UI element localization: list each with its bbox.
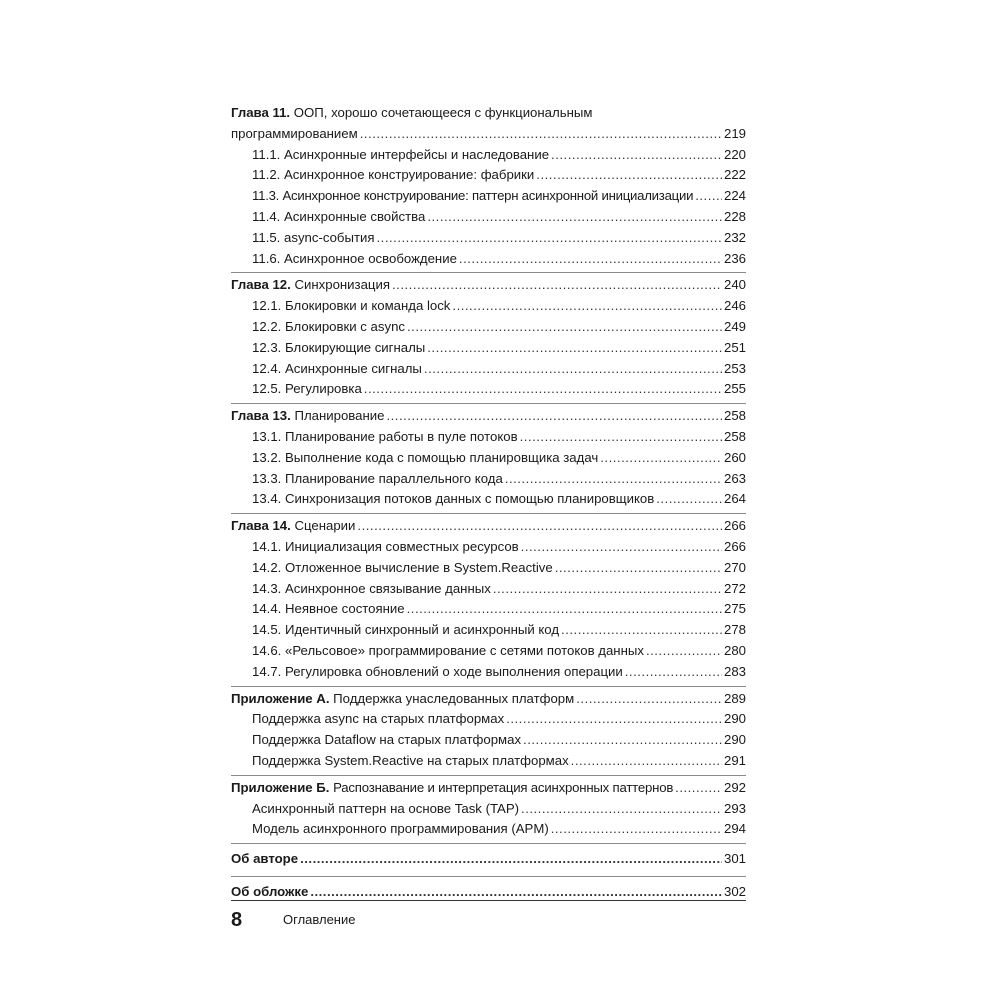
- section-title: 12.2. Блокировки с async: [252, 318, 405, 334]
- toc-entry: [231, 207, 746, 228]
- chapter-13: [231, 404, 746, 514]
- leader-dots: [576, 689, 722, 710]
- toc-entry: [231, 338, 746, 359]
- page-number: 253: [723, 360, 746, 376]
- toc-entry: [231, 427, 746, 448]
- section-title: 14.5. Идентичный синхронный и асинхронный код: [252, 622, 560, 638]
- leader-dots: [675, 778, 722, 799]
- leader-dots: [571, 751, 722, 772]
- leader-dots: [357, 516, 722, 537]
- toc-entry: [231, 819, 746, 840]
- page-number: 294: [723, 821, 746, 837]
- section-title: 13.4. Синхронизация потоков данных с помощью планировщиков: [252, 491, 655, 507]
- leader-dots: [656, 489, 722, 510]
- chapter-label: Глава 14.: [231, 518, 291, 534]
- page-number: 232: [723, 229, 746, 245]
- page-number: 272: [723, 580, 746, 596]
- leader-dots: [646, 641, 722, 662]
- entry-title: Об авторе: [231, 851, 299, 867]
- page-number: 220: [723, 146, 746, 162]
- page-number: 224: [723, 188, 746, 204]
- leader-dots: [407, 599, 722, 620]
- leader-dots: [536, 165, 722, 186]
- section-title: Модель асинхронного программирования (APM): [252, 821, 549, 837]
- page-number: 283: [723, 663, 746, 679]
- leader-dots: [364, 379, 722, 400]
- page-number: 280: [723, 642, 746, 658]
- page-number: 291: [723, 752, 746, 768]
- page-number: 266: [723, 518, 746, 534]
- toc-entry: [231, 599, 746, 620]
- leader-dots: [551, 145, 722, 166]
- leader-dots: [407, 317, 722, 338]
- toc-entry: [231, 620, 746, 641]
- leader-dots: [521, 537, 722, 558]
- toc-entry: [231, 359, 746, 380]
- chapter-12: [231, 273, 746, 404]
- section-title: 14.4. Неявное состояние: [252, 601, 405, 617]
- chapter-title: Синхронизация: [294, 277, 390, 293]
- leader-dots: [520, 427, 722, 448]
- page-number: 236: [723, 250, 746, 266]
- leader-dots: [555, 558, 722, 579]
- toc-entry: [231, 124, 746, 145]
- page-number: 275: [723, 601, 746, 617]
- appendix-heading: [231, 778, 746, 799]
- leader-dots: [392, 275, 722, 296]
- toc-entry: [231, 579, 746, 600]
- page-number: 292: [723, 779, 746, 795]
- page-number: 290: [723, 732, 746, 748]
- leader-dots: [424, 359, 722, 380]
- about-cover: [231, 877, 746, 909]
- page-number: 246: [723, 298, 746, 314]
- toc-entry: [231, 186, 746, 207]
- leader-dots: [523, 730, 722, 751]
- page-number: 302: [723, 883, 746, 899]
- toc-entry: [231, 751, 746, 772]
- leader-dots: [360, 124, 722, 145]
- section-title: 14.1. Инициализация совместных ресурсов: [252, 538, 519, 554]
- page-number: 255: [723, 381, 746, 397]
- page-number: 266: [723, 538, 746, 554]
- section-title: 11.5. async-события: [252, 229, 375, 245]
- leader-dots: [551, 819, 722, 840]
- page-number: 251: [723, 339, 746, 355]
- appendix-title: Поддержка унаследованных платформ: [333, 690, 575, 706]
- chapter-label: Глава 12.: [231, 277, 291, 293]
- section-title: 13.2. Выполнение кода с помощью планировщика задач: [252, 449, 599, 465]
- toc-entry: [231, 249, 746, 270]
- toc-entry: [231, 448, 746, 469]
- section-title: 11.1. Асинхронные интерфейсы и наследование: [252, 146, 550, 162]
- leader-dots: [695, 186, 722, 207]
- section-title: 13.1. Планирование работы в пуле потоков: [252, 428, 518, 444]
- section-title: 12.5. Регулировка: [252, 381, 362, 397]
- page-number: 258: [723, 408, 746, 424]
- page-number: 258: [723, 428, 746, 444]
- section-title: 14.2. Отложенное вычисление в System.Reactive: [252, 559, 553, 575]
- leader-dots: [625, 662, 722, 683]
- page-number: 293: [723, 800, 746, 816]
- entry-title: Об обложке: [231, 883, 309, 899]
- leader-dots: [561, 620, 722, 641]
- about-author: [231, 844, 746, 877]
- toc-entry: [231, 379, 746, 400]
- page-number: 290: [723, 711, 746, 727]
- chapter-heading: [231, 275, 746, 296]
- page-number: 301: [723, 851, 746, 867]
- toc-entry: [231, 537, 746, 558]
- chapter-heading: [231, 103, 746, 124]
- chapter-title: Сценарии: [294, 518, 356, 534]
- page-number: 219: [723, 125, 746, 141]
- page-footer: [231, 900, 746, 931]
- section-title: 11.6. Асинхронное освобождение: [252, 250, 457, 266]
- leader-dots: [459, 249, 722, 270]
- section-title: 11.4. Асинхронные свойства: [252, 208, 426, 224]
- page-number: 270: [723, 559, 746, 575]
- leader-dots: [386, 406, 722, 427]
- section-title: Поддержка System.Reactive на старых платформах: [252, 752, 569, 768]
- chapter-title-line1: ООП, хорошо сочетающееся с функциональным: [293, 105, 593, 120]
- toc-entry: [231, 469, 746, 490]
- toc-entry: [231, 228, 746, 249]
- toc-entry: [231, 709, 746, 730]
- appendix-a: [231, 687, 746, 776]
- leader-dots: [377, 228, 722, 249]
- page-number: 249: [723, 318, 746, 334]
- appendix-b: [231, 776, 746, 844]
- page-number: 263: [723, 470, 746, 486]
- chapter-14: [231, 514, 746, 686]
- leader-dots: [505, 469, 722, 490]
- page-number: 278: [723, 622, 746, 638]
- section-title: 11.2. Асинхронное конструирование: фабрики: [252, 167, 535, 183]
- section-title: 14.7. Регулировка обновлений о ходе выполнения операции: [252, 663, 623, 679]
- chapter-label: Глава 11.: [231, 105, 291, 120]
- page-number: 289: [723, 690, 746, 706]
- toc-entry: [231, 296, 746, 317]
- leader-dots: [427, 207, 722, 228]
- toc-entry: [231, 558, 746, 579]
- toc-entry: [231, 165, 746, 186]
- chapter-heading: [231, 406, 746, 427]
- appendix-title: Распознавание и интерпретация асинхронных паттернов: [333, 779, 674, 795]
- toc-entry: [231, 662, 746, 683]
- toc-entry: [231, 317, 746, 338]
- appendix-label: Приложение Б.: [231, 779, 330, 795]
- page-number: 240: [723, 277, 746, 293]
- footer-page-number: 8: [231, 909, 243, 931]
- leader-dots: [452, 296, 722, 317]
- page-number: 260: [723, 449, 746, 465]
- toc-entry: [231, 641, 746, 662]
- toc-entry: [231, 799, 746, 820]
- chapter-heading: [231, 516, 746, 537]
- page-number: 222: [723, 167, 746, 183]
- toc-entry: [231, 849, 746, 870]
- leader-dots: [506, 709, 722, 730]
- page-number: 228: [723, 208, 746, 224]
- page-number: 264: [723, 491, 746, 507]
- section-title: 12.3. Блокирующие сигналы: [252, 339, 426, 355]
- toc-entry: [231, 730, 746, 751]
- chapter-label: Глава 13.: [231, 408, 291, 424]
- section-title: 12.4. Асинхронные сигналы: [252, 360, 422, 376]
- section-title: Поддержка async на старых платформах: [252, 711, 505, 727]
- toc-entry: [231, 489, 746, 510]
- chapter-title-line2: программированием: [231, 125, 358, 141]
- leader-dots: [600, 448, 722, 469]
- section-title: Поддержка Dataflow на старых платформах: [252, 732, 522, 748]
- toc-entry: [231, 145, 746, 166]
- footer-section-title: Оглавление: [283, 912, 356, 927]
- section-title: 14.3. Асинхронное связывание данных: [252, 580, 491, 596]
- section-title: Асинхронный паттерн на основе Task (TAP): [252, 800, 520, 816]
- section-title: 13.3. Планирование параллельного кода: [252, 470, 503, 486]
- chapter-11: [231, 103, 746, 273]
- leader-dots: [521, 799, 722, 820]
- leader-dots: [493, 579, 722, 600]
- leader-dots: [427, 338, 722, 359]
- appendix-label: Приложение А.: [231, 690, 330, 706]
- section-title: 12.1. Блокировки и команда lock: [252, 298, 451, 314]
- appendix-heading: [231, 689, 746, 710]
- chapter-title: Планирование: [294, 408, 385, 424]
- section-title: 14.6. «Рельсовое» программирование с сетями потоков данных: [252, 642, 644, 658]
- leader-dots: [300, 849, 722, 870]
- section-title: 11.3. Асинхронное конструирование: паттерн асинхронной инициализации: [252, 188, 694, 204]
- table-of-contents: [231, 103, 746, 909]
